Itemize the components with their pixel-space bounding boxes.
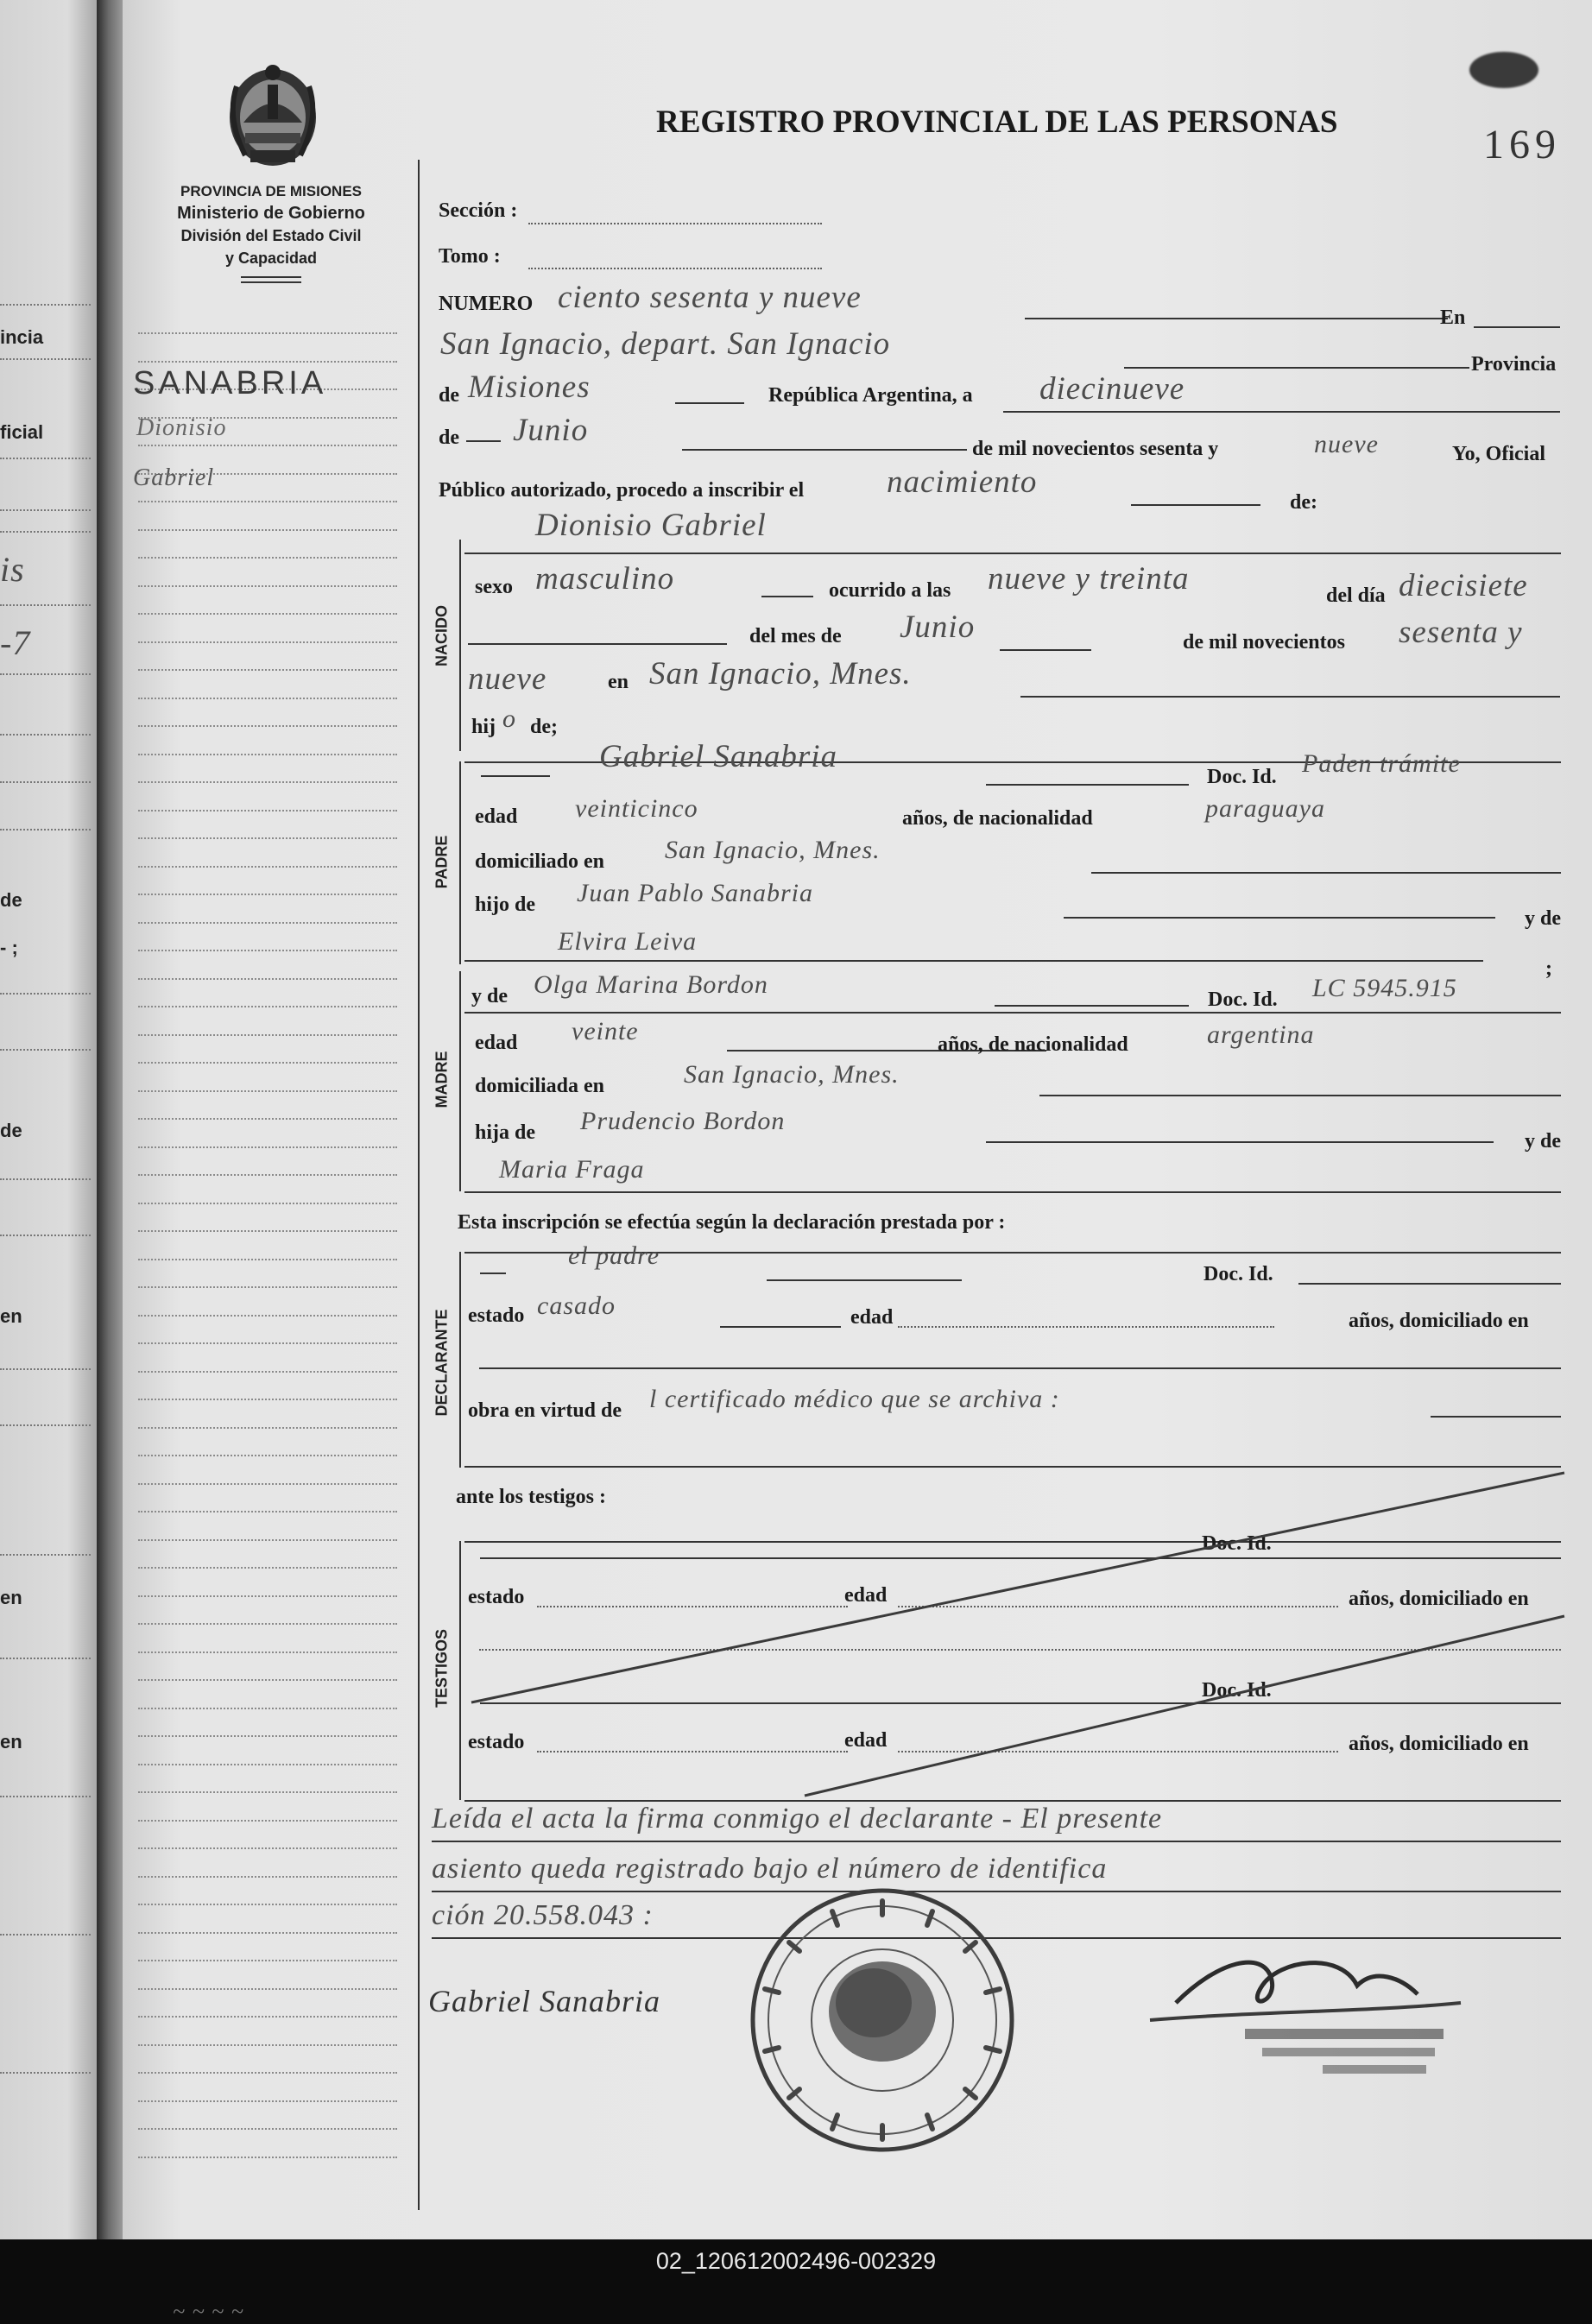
- testigo1-doc-label: Doc. Id.: [1202, 1532, 1272, 1555]
- testigo1-anios-label: años, domiciliado en: [1349, 1588, 1529, 1610]
- madre-name-line: [995, 1005, 1189, 1007]
- prev-page-line: [0, 358, 91, 360]
- margin-ruled-line: [138, 1062, 397, 1064]
- margin-ruled-line: [138, 698, 397, 699]
- margin-ruled-line: [138, 781, 397, 783]
- margin-surname: SANABRIA: [133, 365, 327, 401]
- margin-ruled-line: [138, 445, 397, 446]
- tomo-field: [528, 268, 822, 269]
- nacido-name: Dionisio Gabriel: [535, 508, 767, 543]
- lugar-nacimiento: San Ignacio, Mnes.: [649, 656, 912, 692]
- anio-inscripcion: nueve: [1314, 430, 1379, 458]
- margin-ruled-line: [138, 1679, 397, 1681]
- ocurrido-label: ocurrido a las: [829, 579, 951, 602]
- margin-ruled-line: [138, 725, 397, 727]
- testigo2-doc-label: Doc. Id.: [1202, 1679, 1272, 1702]
- scan-identifier: 02_120612002496-002329: [655, 2248, 937, 2274]
- del-mes-label: del mes de: [749, 625, 842, 647]
- declarante-name: el padre: [568, 1241, 660, 1270]
- margin-ruled-line: [138, 1708, 397, 1709]
- margin-ruled-line: [138, 585, 397, 587]
- testigos-section-label: TESTIGOS: [433, 1629, 451, 1708]
- padre-section-label: PADRE: [433, 835, 451, 889]
- prev-page-line: [0, 1178, 91, 1180]
- margin-ruled-line: [138, 1371, 397, 1373]
- madre-domicilio: San Ignacio, Mnes.: [684, 1060, 900, 1089]
- prev-page-line: [0, 1796, 91, 1797]
- en-nacimiento-label: en: [608, 671, 629, 693]
- padre-father: Juan Pablo Sanabria: [577, 879, 813, 907]
- place-line: [1124, 367, 1469, 369]
- coat-of-arms-icon: [219, 60, 326, 173]
- prev-page-fragment: en: [0, 1587, 22, 1608]
- de-label: de: [439, 384, 459, 407]
- prev-page-line: [0, 993, 91, 995]
- declarante-obra-label: obra en virtud de: [468, 1399, 622, 1422]
- publico-label: Público autorizado, procedo a inscribir el: [439, 479, 805, 502]
- margin-ruled-line: [138, 866, 397, 868]
- margin-ruled-line: [138, 1623, 397, 1625]
- nacido-section-label: NACIDO: [433, 605, 451, 666]
- prev-page-fragment: - ;: [0, 937, 18, 958]
- dia-nacimiento: diecisiete: [1399, 568, 1528, 603]
- prev-page-line: [0, 2072, 91, 2074]
- margin-ruled-line: [138, 1764, 397, 1765]
- declarante-intro: Esta inscripción se efectúa según la declaración prestada por :: [458, 1211, 1006, 1234]
- hijo-de-label: de;: [530, 716, 558, 738]
- prev-page-fragment: de: [0, 889, 22, 911]
- margin-ruled-line: [138, 1455, 397, 1456]
- padre-mother-line: [464, 960, 1483, 962]
- margin-ruled-line: [138, 332, 397, 334]
- provincia-value: Misiones: [468, 369, 591, 405]
- declarante-estado-label: estado: [468, 1304, 525, 1327]
- margin-ruled-line: [138, 1539, 397, 1541]
- header-divider: [241, 276, 301, 283]
- prev-page-fragment: en: [0, 1305, 22, 1327]
- republica-label: República Argentina, a: [768, 384, 973, 407]
- madre-nacionalidad: argentina: [1207, 1020, 1315, 1049]
- prev-page-fragment: en: [0, 1731, 22, 1752]
- padre-doc-label: Doc. Id.: [1207, 766, 1277, 788]
- mil-label: de mil novecientos: [1183, 631, 1345, 654]
- margin-ruled-line: [138, 1006, 397, 1007]
- prev-page-fragment: ficial: [0, 421, 44, 443]
- margin-ruled-line: [138, 1876, 397, 1878]
- margin-ruled-line: [138, 501, 397, 502]
- testigo2-estado-label: estado: [468, 1731, 525, 1753]
- padre-doc-value: Paden trámite: [1302, 749, 1461, 778]
- prev-page-line: [0, 734, 91, 736]
- margin-ruled-line: [138, 1960, 397, 1961]
- en-line: [1474, 326, 1560, 328]
- padre-edad-value: veinticinco: [575, 794, 698, 823]
- madre-name: Olga Marina Bordon: [534, 970, 768, 999]
- padre-anios-label: años, de nacionalidad: [902, 807, 1093, 830]
- margin-ruled-line: [138, 1174, 397, 1176]
- prev-page-line: [0, 509, 91, 511]
- place-value: San Ignacio, depart. San Ignacio: [440, 326, 891, 362]
- prev-page-line: [0, 1368, 91, 1370]
- closing-line-2: asiento queda registrado bajo el número de identifica: [432, 1853, 1108, 1885]
- declarante-doc-line: [1298, 1283, 1561, 1285]
- madre-edad-label: edad: [475, 1032, 518, 1054]
- prev-page-handwriting: is: [0, 550, 25, 589]
- padre-name: Gabriel Sanabria: [599, 739, 838, 774]
- form-left-rule: [418, 160, 420, 2210]
- margin-ruled-line: [138, 1988, 397, 1990]
- prev-page-handwriting: -7: [0, 623, 31, 662]
- margin-ruled-line: [138, 641, 397, 643]
- prev-page-line: [0, 458, 91, 459]
- margin-ruled-line: [138, 1118, 397, 1120]
- margin-ruled-line: [138, 2072, 397, 2074]
- margin-ruled-line: [138, 1511, 397, 1512]
- numero-line: [1025, 318, 1448, 319]
- margin-ruled-line: [138, 557, 397, 559]
- dia-inscripcion: diecinueve: [1039, 371, 1185, 407]
- mes-nacimiento: Junio: [900, 609, 976, 645]
- margin-ruled-line: [138, 2016, 397, 2018]
- margin-ruled-line: [138, 1735, 397, 1737]
- madre-edad-value: veinte: [572, 1017, 639, 1045]
- provincia-label: Provincia: [1471, 353, 1557, 376]
- margin-ruled-line: [138, 1203, 397, 1204]
- margin-name-2: Gabriel: [133, 464, 215, 491]
- margin-ruled-line: [138, 922, 397, 924]
- document-title: REGISTRO PROVINCIAL DE LAS PERSONAS: [656, 104, 1338, 140]
- de-colon-label: de:: [1290, 491, 1317, 514]
- prev-page-line: [0, 1049, 91, 1051]
- mes-inscripcion: Junio: [513, 413, 589, 448]
- padre-name-line: [986, 784, 1189, 786]
- padre-domicilio: San Ignacio, Mnes.: [665, 836, 881, 864]
- sexo-line: [761, 596, 813, 597]
- padre-dom-line: [1091, 872, 1561, 874]
- declarante-name-line: [767, 1279, 962, 1281]
- margin-ruled-line: [138, 361, 397, 363]
- dia-line: [1003, 411, 1560, 413]
- margin-ruled-line: [138, 837, 397, 839]
- cancellation-strokes: [459, 1468, 1573, 1813]
- madre-dom-label: domiciliada en: [475, 1075, 605, 1097]
- margin-ruled-line: [138, 1034, 397, 1036]
- madre-anios-label: años, de nacionalidad: [938, 1033, 1128, 1056]
- margin-ruled-line: [138, 1090, 397, 1092]
- de-label-2: de: [439, 426, 459, 449]
- en-label: En: [1440, 306, 1466, 329]
- madre-hija-de-label: hija de: [475, 1121, 536, 1144]
- declarante-edad-field: [898, 1326, 1274, 1328]
- provincia-line: [675, 402, 744, 404]
- margin-ruled-line: [138, 810, 397, 812]
- margin-ruled-line: [138, 1932, 397, 1934]
- prev-page-line: [0, 673, 91, 675]
- prev-page-line: [0, 781, 91, 783]
- mes-nacimiento-line: [1000, 649, 1091, 651]
- prev-page-line: [0, 531, 91, 533]
- prev-page-line: [0, 1424, 91, 1426]
- madre-doc-label: Doc. Id.: [1208, 988, 1278, 1011]
- closing-line-1: Leída el acta la firma conmigo el declarante - El presente: [432, 1803, 1163, 1835]
- prev-page-line: [0, 1554, 91, 1556]
- madre-top-rule: [464, 1012, 1561, 1014]
- margin-ruled-line: [138, 1820, 397, 1822]
- testigo1-estado-label: estado: [468, 1586, 525, 1608]
- madre-y-de-2-label: y de: [1525, 1130, 1561, 1153]
- prev-page-line: [0, 604, 91, 606]
- padre-nacionalidad: paraguaya: [1205, 794, 1325, 823]
- hora-value: nueve y treinta: [988, 561, 1190, 597]
- margin-ruled-line: [138, 950, 397, 951]
- madre-doc-value: LC 5945.915: [1312, 974, 1457, 1002]
- margin-ruled-line: [138, 1230, 397, 1232]
- margin-ruled-line: [138, 978, 397, 980]
- lugar-nacimiento-line: [1020, 696, 1560, 698]
- prev-page-fragment: de: [0, 1120, 22, 1141]
- margin-mark: ~ ~ ~ ~: [173, 2299, 244, 2324]
- official-signature: [1115, 1925, 1513, 2098]
- padre-semicolon: ;: [1545, 957, 1552, 980]
- official-seal-stamp: [744, 1882, 1020, 2158]
- margin-ruled-line: [138, 1651, 397, 1653]
- margin-ruled-line: [138, 2100, 397, 2102]
- margin-ruled-line: [138, 2044, 397, 2046]
- declarante-section-label: DECLARANTE: [433, 1309, 451, 1417]
- declarante-signature: Gabriel Sanabria: [428, 1984, 661, 2018]
- prev-page-line: [0, 829, 91, 830]
- testigo1-edad-label: edad: [844, 1584, 888, 1607]
- mes-line: [682, 449, 967, 451]
- declarante-estado: casado: [537, 1291, 616, 1320]
- yo-oficial-label: Yo, Oficial: [1452, 443, 1545, 465]
- margin-ruled-line: [138, 1483, 397, 1485]
- margin-ruled-line: [138, 894, 397, 895]
- book-gutter: [97, 0, 123, 2239]
- ink-smudge: [1469, 52, 1538, 88]
- margin-ruled-line: [138, 1427, 397, 1429]
- declarante-estado-line: [720, 1326, 841, 1328]
- anio-nacimiento-2: nueve: [468, 661, 547, 697]
- madre-father-line: [986, 1141, 1494, 1143]
- anio-label: de mil novecientos sesenta y: [972, 438, 1219, 460]
- prev-page-line: [0, 1658, 91, 1659]
- margin-ruled-line: [138, 613, 397, 615]
- declarante-obra-value: l certificado médico que se archiva :: [649, 1385, 1060, 1413]
- margin-ruled-line: [138, 1399, 397, 1400]
- margin-ruled-line: [138, 1259, 397, 1260]
- province-name: PROVINCIA DE MISIONES: [180, 183, 362, 199]
- margin-ruled-line: [138, 1315, 397, 1317]
- madre-mother: Maria Fraga: [499, 1155, 645, 1184]
- margin-ruled-line: [138, 754, 397, 755]
- margin-ruled-line: [138, 529, 397, 531]
- prev-page-line: [0, 1934, 91, 1936]
- madre-y-de-label: y de: [471, 985, 508, 1007]
- madre-dom-line: [1039, 1095, 1561, 1096]
- declarante-lead-line: [480, 1273, 506, 1274]
- prev-page-line: [0, 1235, 91, 1236]
- testigos-intro: ante los testigos :: [456, 1486, 606, 1508]
- padre-dom-label: domiciliado en: [475, 850, 605, 873]
- padre-mother: Elvira Leiva: [558, 927, 698, 956]
- margin-ruled-line: [138, 1791, 397, 1793]
- closing-rule-1: [432, 1841, 1561, 1842]
- footer-bar: [0, 2239, 1592, 2283]
- numero-value: ciento sesenta y nueve: [558, 280, 862, 315]
- acto-line: [1131, 504, 1260, 506]
- sexo-value: masculino: [535, 561, 675, 597]
- margin-ruled-line: [138, 2128, 397, 2130]
- tomo-label: Tomo :: [439, 245, 501, 268]
- testigo2-anios-label: años, domiciliado en: [1349, 1733, 1529, 1755]
- dia-line-2: [468, 643, 727, 645]
- padre-edad-label: edad: [475, 805, 518, 828]
- closing-line-3: ción 20.558.043 :: [432, 1899, 654, 1931]
- padre-hijo-de-label: hijo de: [475, 894, 536, 916]
- prev-page-fragment: incia: [0, 326, 44, 348]
- margin-ruled-line: [138, 1286, 397, 1288]
- acto-value: nacimiento: [887, 464, 1038, 500]
- division-name: División del Estado Civil: [180, 227, 362, 244]
- page-number: 169: [1483, 122, 1561, 167]
- declarante-anios-label: años, domiciliado en: [1349, 1310, 1529, 1332]
- padre-lead-line: [481, 775, 550, 777]
- margin-ruled-line: [138, 1567, 397, 1569]
- margin-ruled-line: [138, 669, 397, 671]
- testigo2-edad-label: edad: [844, 1729, 888, 1752]
- padre-y-de-label: y de: [1525, 907, 1561, 930]
- declarante-doc-label: Doc. Id.: [1203, 1263, 1273, 1285]
- hijo-value: o: [502, 704, 516, 733]
- madre-father: Prudencio Bordon: [580, 1107, 786, 1135]
- nacido-name-line: [464, 553, 1561, 554]
- seccion-label: Sección :: [439, 199, 518, 222]
- madre-mother-line: [464, 1191, 1561, 1193]
- margin-ruled-line: [138, 1904, 397, 1905]
- declarante-dom-line: [479, 1367, 1561, 1369]
- numero-label: NUMERO: [439, 293, 534, 315]
- margin-ruled-line: [138, 1595, 397, 1597]
- padre-father-line: [1064, 917, 1495, 919]
- declarante-obra-line: [1431, 1416, 1561, 1418]
- nacido-bracket: [459, 540, 461, 751]
- margin-ruled-line: [138, 2157, 397, 2158]
- ministry-name: Ministerio de Gobierno: [177, 204, 365, 223]
- capacity-name: y Capacidad: [224, 249, 318, 267]
- margin-ruled-line: [138, 1847, 397, 1849]
- margin-name-1: Dionisio: [136, 414, 227, 441]
- prev-page-line: [0, 304, 91, 306]
- mes-lead-line: [466, 440, 501, 442]
- margin-ruled-line: [138, 1342, 397, 1344]
- sexo-label: sexo: [475, 576, 513, 598]
- madre-section-label: MADRE: [433, 1051, 451, 1108]
- del-dia-label: del día: [1326, 584, 1386, 607]
- seccion-field: [528, 223, 822, 224]
- madre-bracket: [459, 971, 461, 1191]
- padre-bracket: [459, 761, 461, 964]
- anio-nacimiento: sesenta y: [1399, 615, 1523, 650]
- margin-ruled-line: [138, 1146, 397, 1148]
- previous-page-edge: [0, 0, 97, 2239]
- declarante-bracket: [459, 1252, 461, 1468]
- hijo-label: hij: [471, 716, 496, 738]
- declarante-edad-label: edad: [850, 1306, 894, 1329]
